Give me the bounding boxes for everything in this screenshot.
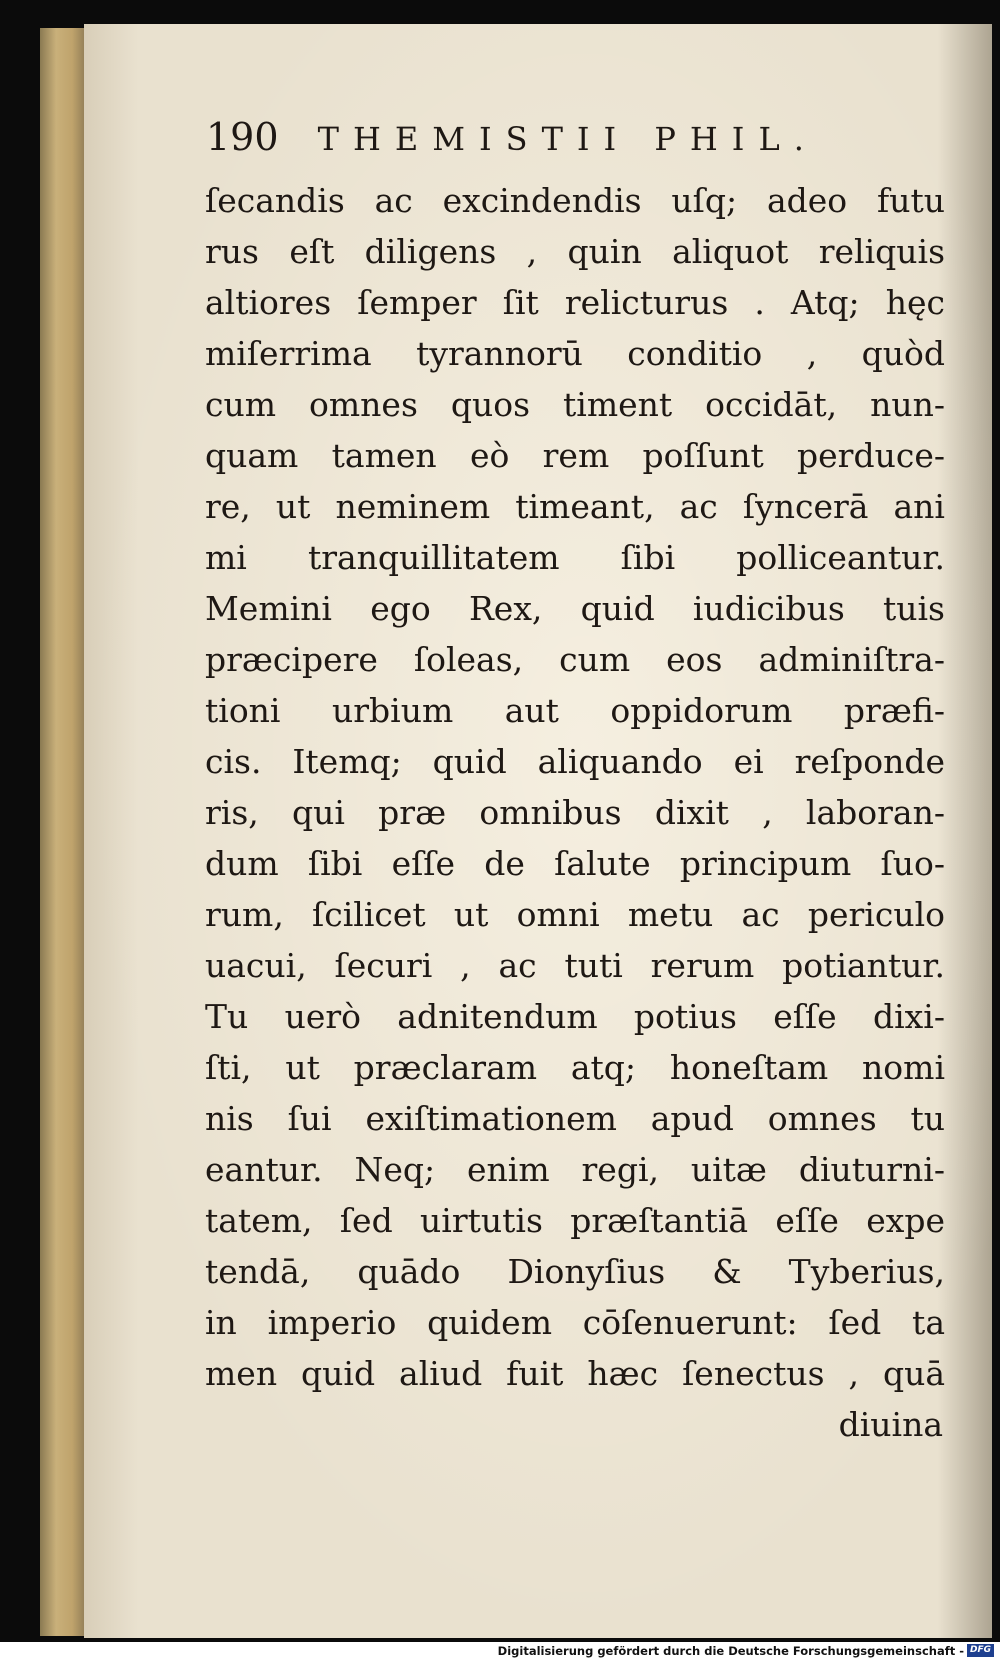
text-line: re, ut neminem timeant, ac ſyncerā ani: [205, 487, 945, 526]
body-text: [205, 175, 945, 1450]
text-line: in imperio quidem cōſenuerunt: ſed ta: [205, 1303, 945, 1342]
catchword: diuina: [838, 1405, 943, 1444]
page-number: 190: [206, 115, 279, 159]
text-line: præcipere ſoleas, cum eos adminiſtra-: [205, 640, 945, 679]
text-line: men quid aliud fuit hæc ſenectus , quā: [205, 1354, 945, 1393]
text-line: Memini ego Rex, quid iudicibus tuis: [205, 589, 945, 628]
text-line: rum, ſcilicet ut omni metu ac periculo: [205, 895, 945, 934]
text-line: nis ſui exiſtimationem apud omnes tu: [205, 1099, 945, 1138]
page-header: [206, 115, 926, 165]
running-head: THEMISTII PHIL.: [317, 120, 818, 158]
text-line: miſerrima tyrannorū conditio , quòd: [205, 334, 945, 373]
text-line: quam tamen eò rem poſſunt perduce-: [205, 436, 945, 475]
text-line: ſti, ut præclaram atq; honeſtam nomi: [205, 1048, 945, 1087]
text-line: dum ſibi eſſe de ſalute principum ſuo-: [205, 844, 945, 883]
dfg-logo[interactable]: DFG: [967, 1644, 994, 1657]
text-line: tatem, ſed uirtutis præſtantiā eſſe expe: [205, 1201, 945, 1240]
text-line: eantur. Neq; enim regi, uitæ diuturni-: [205, 1150, 945, 1189]
text-line: uacui, ſecuri , ac tuti rerum potiantur.: [205, 946, 945, 985]
text-line: rus eſt diligens , quin aliquot reliquis: [205, 232, 945, 271]
text-line: mi tranquillitatem ſibi polliceantur.: [205, 538, 945, 577]
text-line: tioni urbium aut oppidorum præfi-: [205, 691, 945, 730]
text-line: altiores ſemper ſit relicturus . Atq; hęc: [205, 283, 945, 322]
text-line: ris, qui præ omnibus dixit , laboran-: [205, 793, 945, 832]
funding-credit: Digitalisierung gefördert durch die Deutsche Forschungsgemeinschaft -: [497, 1644, 964, 1658]
text-line: Tu uerò adnitendum potius eſſe dixi-: [205, 997, 945, 1036]
text-line: ſecandis ac excindendis uſq; adeo futu: [205, 181, 945, 220]
page-edge: [40, 28, 86, 1636]
text-line: cis. Itemq; quid aliquando ei reſponde: [205, 742, 945, 781]
text-line: cum omnes quos timent occidāt, nun-: [205, 385, 945, 424]
digitization-footer: [0, 1642, 1000, 1660]
text-line: tendā, quādo Dionyſius & Tyberius,: [205, 1252, 945, 1291]
